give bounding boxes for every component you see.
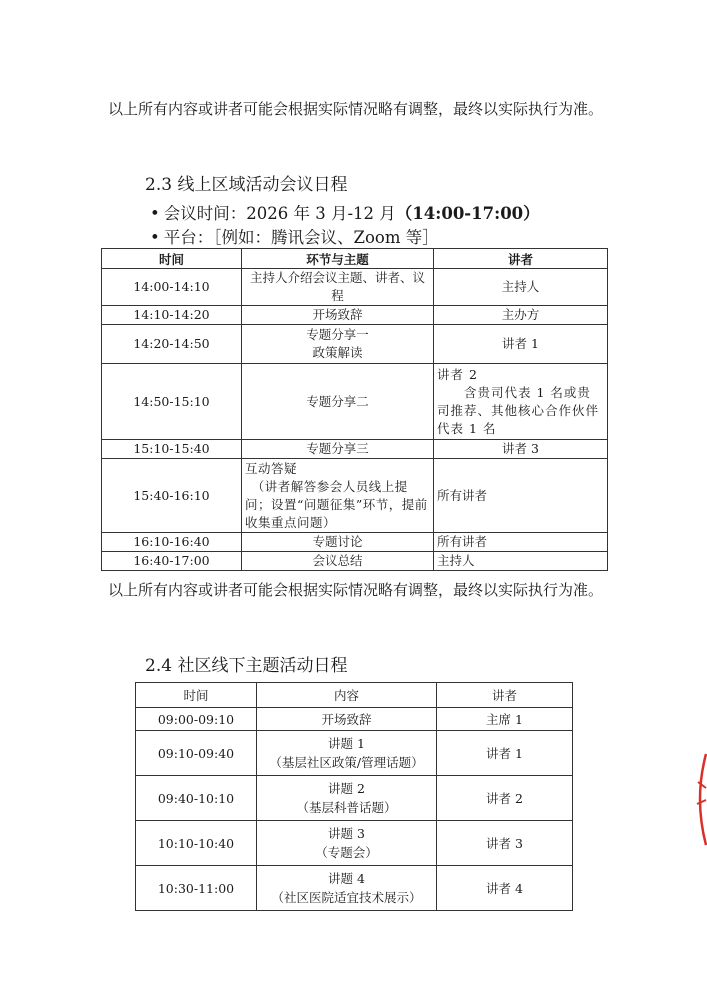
cell-content: 讲题 1 （基层社区政策/管理话题） [257,731,437,776]
cell-topic: 专题分享一 政策解读 [242,325,434,364]
cell-speaker: 主持人 [434,552,608,571]
table-row [136,708,573,731]
cell-time: 09:00-09:10 [136,708,257,731]
table-row [102,325,608,364]
table-row [136,776,573,821]
table-row [102,459,608,533]
cell-time: 09:40-10:10 [136,776,257,821]
offline-schedule-table [135,682,573,911]
cell-topic: 专题分享二 [242,364,434,440]
table-row [102,269,608,306]
cell-time: 15:40-16:10 [102,459,242,533]
adjustment-note-1: 以上所有内容或讲者可能会根据实际情况略有调整，最终以实际执行为准。 [108,100,604,118]
cell-time: 14:10-14:20 [102,306,242,325]
cell-topic: 开场致辞 [242,306,434,325]
table-row [102,552,608,571]
bullet-meeting-time: • 会议时间：2026 年 3 月-12 月（14:00-17:00） [150,204,540,223]
header-content: 内容 [257,683,437,708]
cell-time: 15:10-15:40 [102,440,242,459]
cell-content: 开场致辞 [257,708,437,731]
seal-stamp-fragment [694,752,707,847]
cell-topic: 会议总结 [242,552,434,571]
cell-time: 14:50-15:10 [102,364,242,440]
table-row [136,866,573,911]
cell-topic: 专题讨论 [242,533,434,552]
table-row [102,440,608,459]
cell-topic: 专题分享三 [242,440,434,459]
cell-topic: 主持人介绍会议主题、讲者、议程 [242,269,434,306]
cell-speaker: 讲者 3 [437,821,573,866]
cell-time: 10:30-11:00 [136,866,257,911]
bullet-platform: • 平台：［例如：腾讯会议、Zoom 等］ [150,228,439,247]
cell-content: 讲题 4 （社区医院适宜技术展示） [257,866,437,911]
cell-speaker: 讲者 1 [434,325,608,364]
online-schedule-table [101,248,608,571]
table-row [136,731,573,776]
cell-speaker: 讲者 4 [437,866,573,911]
cell-time: 14:20-14:50 [102,325,242,364]
cell-time: 14:00-14:10 [102,269,242,306]
header-time: 时间 [136,683,257,708]
cell-time: 16:10-16:40 [102,533,242,552]
header-speaker: 讲者 [434,249,608,269]
cell-speaker: 讲者 3 [434,440,608,459]
cell-content: 讲题 3 （专题会） [257,821,437,866]
header-time: 时间 [102,249,242,269]
table-row [102,306,608,325]
cell-speaker: 主持人 [434,269,608,306]
cell-speaker: 主席 1 [437,708,573,731]
header-speaker: 讲者 [437,683,573,708]
table-row [102,533,608,552]
cell-content: 讲题 2 （基层科普话题） [257,776,437,821]
cell-time: 10:10-10:40 [136,821,257,866]
section-2-3-title: 2.3 线上区域活动会议日程 [145,175,348,195]
section-2-4-title: 2.4 社区线下主题活动日程 [145,656,348,676]
bullet-dot: • [150,204,160,223]
table-row [102,364,608,440]
cell-speaker: 讲者 1 [437,731,573,776]
cell-speaker: 讲者 2 [437,776,573,821]
bullet-dot: • [150,228,160,247]
cell-speaker: 所有讲者 [434,533,608,552]
cell-speaker: 讲者 2 含贵司代表 1 名或贵司推荐、其他核心合作伙伴代表 1 名 [434,364,608,440]
cell-time: 16:40-17:00 [102,552,242,571]
cell-speaker: 所有讲者 [434,459,608,533]
cell-time: 09:10-09:40 [136,731,257,776]
cell-speaker: 主办方 [434,306,608,325]
cell-topic: 互动答疑 （讲者解答参会人员线上提问；设置“问题征集”环节，提前收集重点问题） [242,459,434,533]
header-topic: 环节与主题 [242,249,434,269]
adjustment-note-2: 以上所有内容或讲者可能会根据实际情况略有调整，最终以实际执行为准。 [108,581,604,599]
table-row [136,821,573,866]
